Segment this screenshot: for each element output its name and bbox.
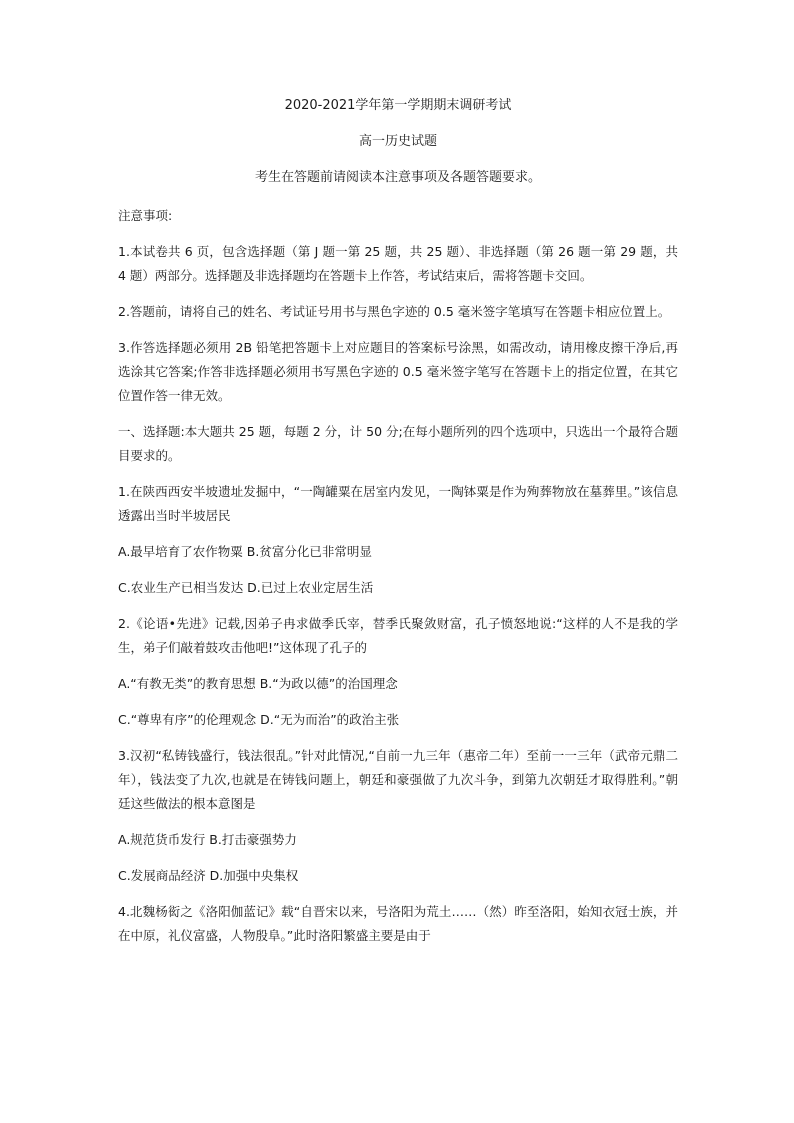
notes-heading: 注意事项: bbox=[118, 208, 173, 223]
question-2-options-cd: C.“尊卑有序”的伦理观念 D.“无为而治”的政治主张 bbox=[118, 712, 400, 727]
question-1-options-ab: A.最早培育了农作物粟 B.贫富分化已非常明显 bbox=[118, 544, 372, 559]
exam-subtitle: 高一历史试题 bbox=[358, 134, 437, 149]
exam-instruction: 考生在答题前请阅读本注意事项及各题答题要求。 bbox=[254, 170, 541, 185]
exam-page bbox=[118, 96, 678, 960]
question-3-stem: 3.汉初“私铸钱盛行，钱法很乱。”针对此情况,“自前一九三年（惠帝二年）至前一一三年（武帝元鼎二年），钱法变了九次,也就是在铸钱问题上，朝廷和豪强做了九次斗争，到第九次朝廷才取得胜利。”朝廷这些做法的根本意图是 bbox=[118, 748, 678, 811]
question-2-stem: 2.《论语•先进》记载,因弟子冉求做季氏宰，替季氏聚敛财富，孔子愤怒地说:“这样的人不是我的学生，弟子们敲着鼓攻击他吧!”这体现了孔子的 bbox=[118, 616, 678, 655]
note-item-1: 1.本试卷共 6 页，包含选择题（第 J 题一第 25 题，共 25 题）、非选择题（第 26 题一第 29 题，共 4 题）两部分。选择题及非选择题均在答题卡上作答，考试结束后，需将答题卡交回。 bbox=[118, 244, 678, 283]
note-item-3: 3.作答选择题必须用 2B 铅笔把答题卡上对应题目的答案标号涂黑，如需改动，请用橡皮擦干净后,再选涂其它答案;作答非选择题必须用书写黑色字迹的 0.5 毫米签字笔写在答题卡上的指定位置，在其它位置作答一律无效。 bbox=[118, 340, 678, 403]
question-3-options-ab: A.规范货币发行 B.打击豪强势力 bbox=[118, 832, 297, 847]
exam-title: 2020-2021学年第一学期期末调研考试 bbox=[284, 98, 512, 113]
question-1-options-cd: C.农业生产已相当发达 D.已过上农业定居生活 bbox=[118, 580, 374, 595]
question-1-stem: 1.在陕西西安半坡遗址发掘中，“一陶罐粟在居室内发见，一陶钵粟是作为殉葬物放在墓葬里。”该信息透露出当时半坡居民 bbox=[118, 484, 678, 523]
question-2-options-ab: A.“有教无类”的教育思想 B.“为政以德”的治国理念 bbox=[118, 676, 398, 691]
note-item-2: 2.答题前，请将自己的姓名、考试证号用书与黑色字迹的 0.5 毫米签字笔填写在答题卡相应位置上。 bbox=[118, 304, 671, 319]
question-4-stem: 4.北魏杨衒之《洛阳伽蓝记》载“自晋宋以来，号洛阳为荒土……（然）昨至洛阳，始知衣冠士族，并在中原，礼仪富盛，人物殷阜。”此时洛阳繁盛主要是由于 bbox=[118, 904, 678, 943]
section-heading: 一、选择题:本大题共 25 题，每题 2 分，计 50 分;在每小题所列的四个选项中，只选出一个最符合题目要求的。 bbox=[118, 424, 678, 463]
question-3-options-cd: C.发展商品经济 D.加强中央集权 bbox=[118, 868, 299, 883]
